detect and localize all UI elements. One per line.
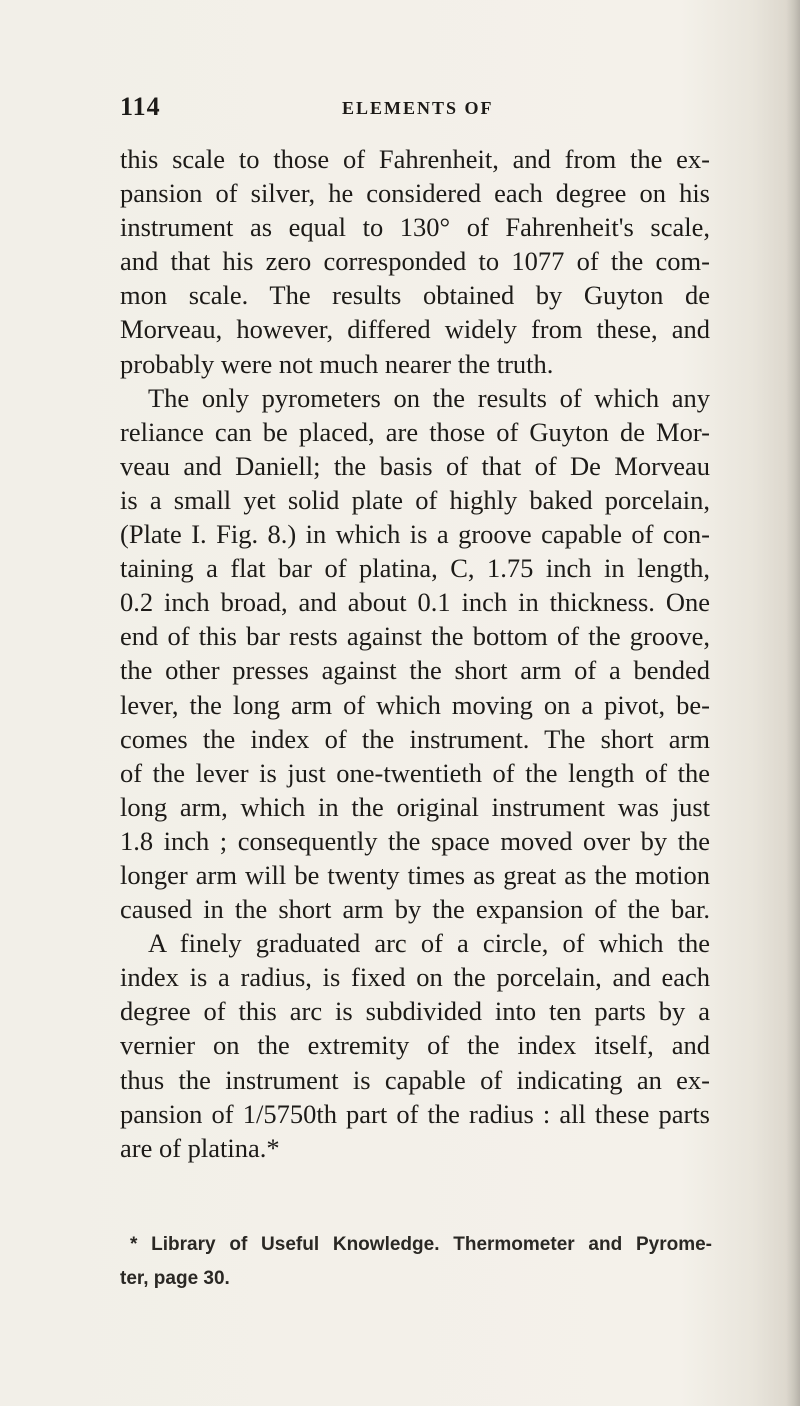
text-line: vernier on the extremity of the index itself, and xyxy=(120,1030,710,1061)
footnote-line: * Library of Useful Knowledge. Thermometer and Pyrome- xyxy=(130,1234,712,1255)
text-line: 1.8 inch ; consequently the space moved over by the xyxy=(120,825,710,856)
text-line: long arm, which in the original instrument was just xyxy=(120,791,710,822)
text-line: caused in the short arm by the expansion of the bar. xyxy=(120,894,710,925)
text-line: pansion of silver, he considered each degree on his xyxy=(120,178,710,209)
page-number: 114 xyxy=(120,92,161,121)
footnote xyxy=(120,1228,712,1296)
text-line: taining a flat bar of platina, C, 1.75 inch in length, xyxy=(120,553,710,584)
text-line: index is a radius, is fixed on the porcelain, and each xyxy=(120,962,710,993)
text-line: the other presses against the short arm of a bended xyxy=(120,655,710,686)
text-line: this scale to those of Fahrenheit, and from the ex- xyxy=(120,144,710,174)
text-line: 0.2 inch broad, and about 0.1 inch in thickness. One xyxy=(120,587,710,618)
text-line: of the lever is just one-twentieth of the length of the xyxy=(120,757,710,788)
text-line: probably were not much nearer the truth. xyxy=(120,348,554,379)
page-edge-shadow xyxy=(786,0,800,1406)
text-line: and that his zero corresponded to 1077 of the com- xyxy=(120,246,710,277)
text-line: instrument as equal to 130° of Fahrenheit's scale, xyxy=(120,212,710,243)
text-line: The only pyrometers on the results of which any xyxy=(148,382,710,413)
text-line: pansion of 1/5750th part of the radius : all these parts xyxy=(120,1098,710,1129)
text-line: Morveau, however, differed widely from these, and xyxy=(120,314,710,345)
footnote-line: ter, page 30. xyxy=(120,1268,230,1289)
text-line: reliance can be placed, are those of Guyton de Mor- xyxy=(120,416,710,447)
text-line: comes the index of the instrument. The short arm xyxy=(120,723,710,754)
text-line: thus the instrument is capable of indicating an ex- xyxy=(120,1064,710,1095)
running-head: ELEMENTS OF xyxy=(342,98,494,118)
text-line: A finely graduated arc of a circle, of which the xyxy=(148,928,710,959)
text-line: (Plate I. Fig. 8.) in which is a groove capable of con- xyxy=(120,519,710,550)
text-line: are of platina.* xyxy=(120,1132,280,1163)
text-line: end of this bar rests against the bottom of the groove, xyxy=(120,621,710,652)
body-text xyxy=(120,142,710,1165)
text-line: veau and Daniell; the basis of that of De Morveau xyxy=(120,450,710,481)
text-line: lever, the long arm of which moving on a pivot, be- xyxy=(120,689,710,720)
text-line: degree of this arc is subdivided into ten parts by a xyxy=(120,996,710,1027)
text-line: mon scale. The results obtained by Guyton de xyxy=(120,280,710,311)
text-line: is a small yet solid plate of highly baked porcelain, xyxy=(120,484,710,515)
page-header xyxy=(120,92,720,122)
text-line: longer arm will be twenty times as great as the motion xyxy=(120,859,710,890)
